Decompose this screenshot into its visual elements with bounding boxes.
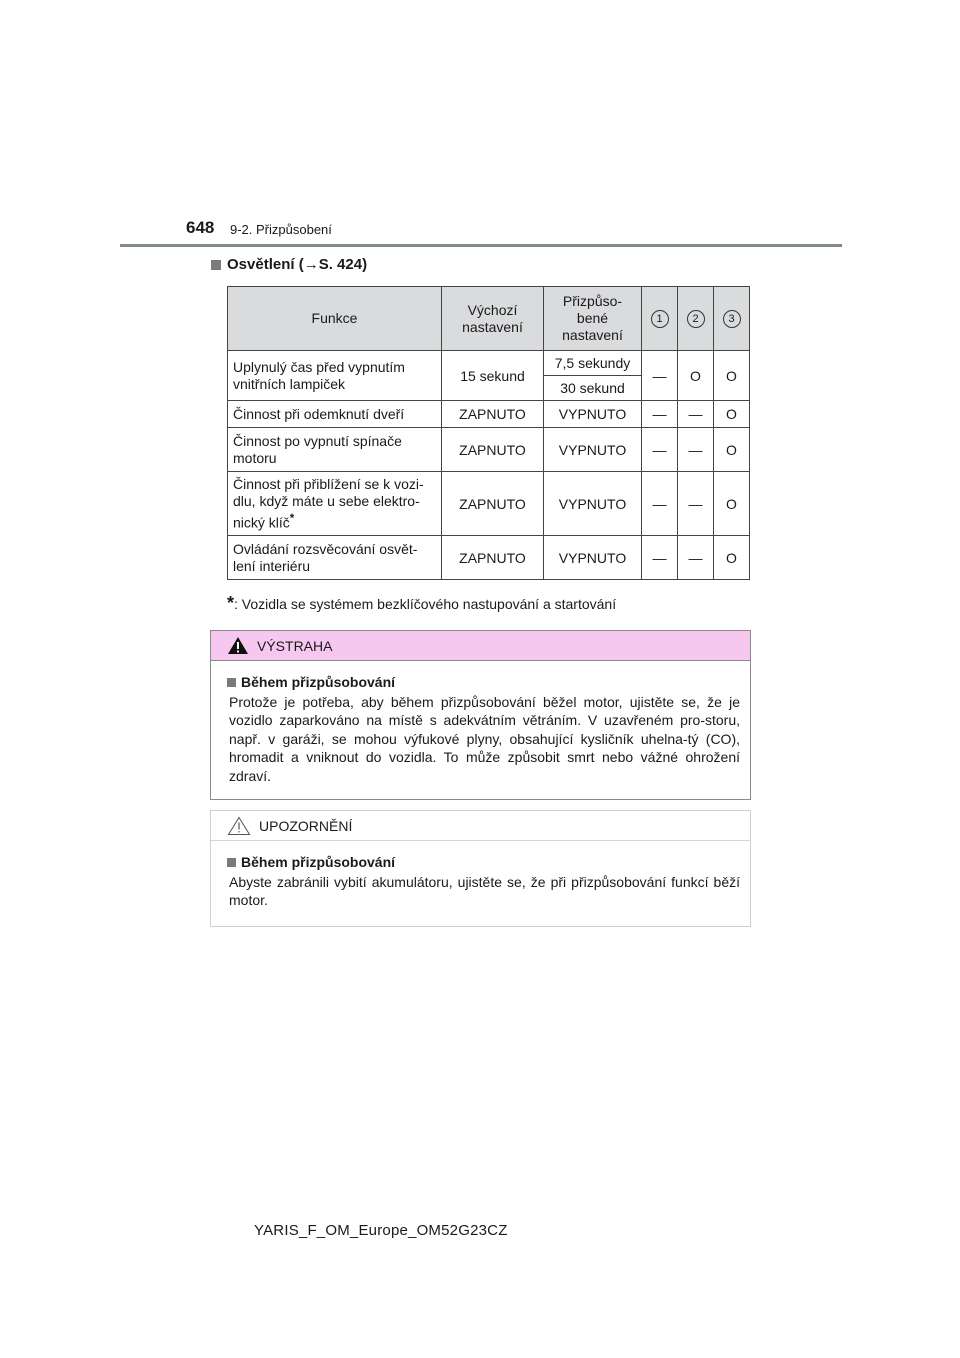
row-mode-2: —: [678, 472, 714, 536]
notice-box: [210, 810, 751, 927]
row-custom: 7,5 sekundy: [544, 351, 642, 376]
footnote-mark: *: [289, 511, 295, 525]
row-mode-1: —: [642, 428, 678, 472]
row-function: Ovládání rozsvěcování osvět-lení interiéru: [228, 536, 442, 580]
warning-filled-icon: [227, 636, 249, 655]
arrow-icon: →: [303, 256, 319, 273]
col-mode-1: [642, 287, 678, 351]
section-label: 9-2. Přizpůsobení: [230, 222, 332, 237]
footnote: [227, 593, 617, 613]
row-custom: 30 sekund: [544, 376, 642, 401]
footnote-text: : Vozidla se systémem bezklíčového nastupování a startování: [234, 596, 617, 612]
row-custom: VYPNUTO: [544, 428, 642, 472]
row-mode-2: —: [678, 401, 714, 428]
row-mode-1: —: [642, 536, 678, 580]
row-custom: VYPNUTO: [544, 536, 642, 580]
row-function: [228, 472, 442, 536]
notice-header: [211, 811, 750, 841]
page-number: 648: [186, 218, 215, 237]
notice-text: Abyste zabránili vybití akumulátoru, ujistěte se, že při přizpůsobování funkcí běží motor.: [229, 873, 740, 908]
row-custom: VYPNUTO: [544, 472, 642, 536]
notice-subheading: [227, 853, 740, 872]
col-mode-2: [678, 287, 714, 351]
col-mode-3: [714, 287, 750, 351]
row-default: 15 sekund: [442, 351, 544, 401]
square-bullet-icon: [227, 858, 236, 867]
warning-box: [210, 630, 751, 800]
row-function-text: Činnost při přiblížení se k vozi-dlu, když máte u sebe elektro-nický klíč: [233, 475, 424, 531]
circled-number-3-icon: 3: [723, 310, 741, 328]
row-mode-1: —: [642, 401, 678, 428]
col-function: Funkce: [228, 287, 442, 351]
row-mode-2: —: [678, 536, 714, 580]
square-bullet-icon: [227, 678, 236, 687]
notice-body: [211, 841, 750, 910]
heading-ref: S. 424): [318, 256, 368, 273]
notice-title: UPOZORNĚNÍ: [259, 817, 353, 834]
footnote-star: *: [227, 593, 235, 613]
row-custom: VYPNUTO: [544, 401, 642, 428]
notice-subheading-text: Během přizpůsobování: [241, 854, 396, 870]
row-mode-3: O: [714, 401, 750, 428]
row-mode-2: —: [678, 428, 714, 472]
row-default: ZAPNUTO: [442, 536, 544, 580]
col-default: Výchozí nastavení: [442, 287, 544, 351]
row-default: ZAPNUTO: [442, 428, 544, 472]
circled-number-2-icon: 2: [687, 310, 705, 328]
warning-text: Protože je potřeba, aby během přizpůsobování běžel motor, ujistěte se, že je vozidlo zaparkováno na místě s adekvátním větráním. V uzavřeném pro-storu, např. v garáži, se mohou výfukové plyny, obsahující kysličník uhelna-tý (CO), hromadit a vniknout do vozidla. To může způsobit smrt nebo vážné ohrožení zdraví.: [229, 693, 740, 784]
warning-subheading-text: Během přizpůsobování: [241, 674, 396, 690]
row-default: ZAPNUTO: [442, 401, 544, 428]
row-default: ZAPNUTO: [442, 472, 544, 536]
row-mode-1: —: [642, 351, 678, 401]
header-rule: [120, 244, 842, 247]
row-mode-3: O: [714, 536, 750, 580]
heading-text: Osvětlení (: [227, 256, 304, 273]
warning-header: [211, 631, 750, 661]
row-mode-3: O: [714, 472, 750, 536]
section-heading: [211, 256, 367, 273]
table-row: [228, 472, 750, 536]
row-mode-3: O: [714, 428, 750, 472]
settings-table: [227, 286, 750, 580]
table-row: [228, 401, 750, 428]
table-row: [228, 351, 750, 376]
table-row: [228, 536, 750, 580]
square-bullet-icon: [211, 260, 221, 270]
row-mode-2: O: [678, 351, 714, 401]
row-function: Uplynulý čas před vypnutím vnitřních lampiček: [228, 351, 442, 401]
table-header-row: [228, 287, 750, 351]
warning-subheading: [227, 673, 740, 692]
warning-title: VÝSTRAHA: [257, 637, 333, 654]
row-mode-1: —: [642, 472, 678, 536]
row-mode-3: O: [714, 351, 750, 401]
warning-body: [211, 661, 750, 785]
circled-number-1-icon: 1: [651, 310, 669, 328]
document-code: YARIS_F_OM_Europe_OM52G23CZ: [254, 1222, 508, 1239]
table-row: [228, 428, 750, 472]
col-custom: Přizpůso-bené nastavení: [544, 287, 642, 351]
row-function: Činnost při odemknutí dveří: [228, 401, 442, 428]
row-function: Činnost po vypnutí spínače motoru: [228, 428, 442, 472]
warning-outline-icon: [227, 816, 251, 836]
